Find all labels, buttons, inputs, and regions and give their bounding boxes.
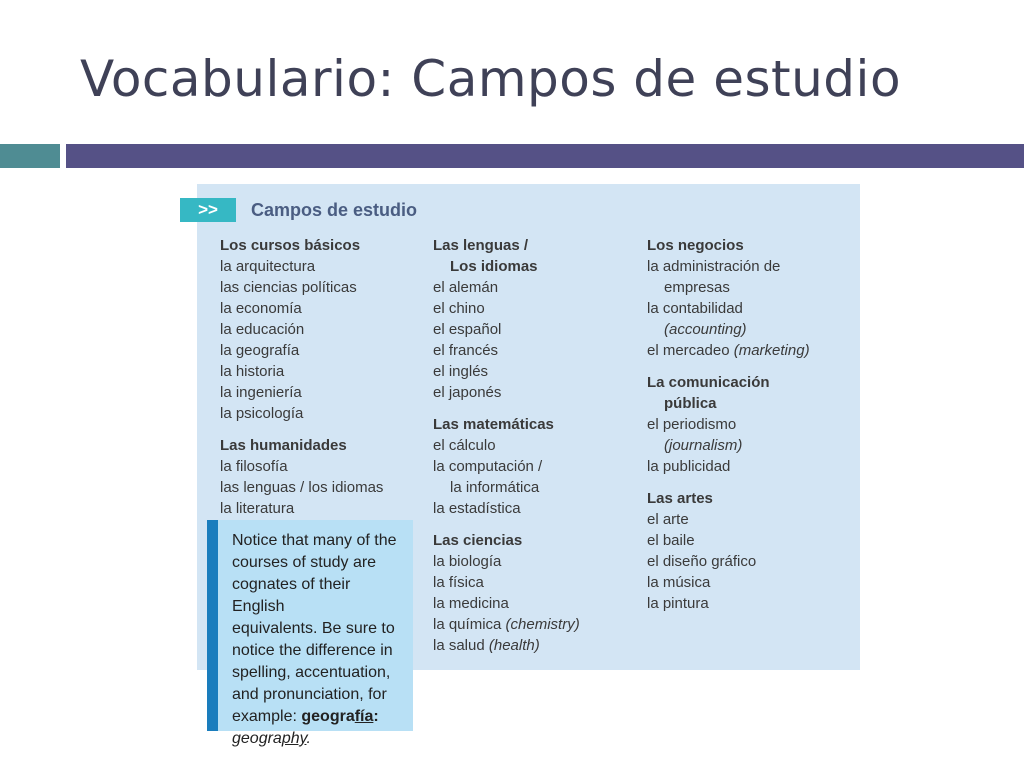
section-header-comunicacion: La comunicación [647, 374, 770, 391]
section-header-humanidades: Las humanidades [220, 437, 347, 454]
vocab-item: la economía [220, 300, 302, 317]
note-line: and pronunciation, for [232, 686, 387, 703]
vocab-item: la geografía [220, 342, 300, 359]
note-line: notice the difference in [232, 642, 393, 659]
section-header-publica: pública [664, 395, 717, 412]
vocab-item: el cálculo [433, 437, 496, 454]
vocab-term: la química [433, 616, 502, 633]
vocab-item: la publicidad [647, 458, 731, 475]
vocab-item [647, 319, 810, 340]
example-es-part: geogra [301, 708, 355, 725]
note-example-english [232, 728, 407, 750]
vocab-item: el japonés [433, 384, 502, 401]
vocab-item: las ciencias políticas [220, 279, 357, 296]
vocab-item: la contabilidad [647, 300, 743, 317]
vocab-item: el alemán [433, 279, 499, 296]
example-en-underlined: phy [281, 730, 307, 747]
vocab-term: el mercadeo [647, 342, 730, 359]
vocab-translation: (marketing) [733, 342, 810, 359]
vocab-item: la pintura [647, 595, 709, 612]
title-rule-purple [66, 144, 1024, 168]
vocab-item: el francés [433, 342, 499, 359]
note-line: spelling, accentuation, [232, 664, 391, 681]
note-example-line [232, 706, 407, 728]
vocab-item: la historia [220, 363, 285, 380]
example-en-period: . [306, 730, 311, 747]
vocab-item: la educación [220, 321, 305, 338]
vocab-item: la biología [433, 553, 502, 570]
vocab-item [433, 614, 580, 635]
vocab-item: el baile [647, 532, 695, 549]
vocab-item: la literatura [220, 500, 295, 517]
vocab-item [647, 340, 810, 361]
section-header-idiomas: Los idiomas [450, 258, 538, 275]
section-header-cursos: Los cursos básicos [220, 237, 361, 254]
vocab-translation: (chemistry) [505, 616, 580, 633]
section-header-artes: Las artes [647, 490, 713, 507]
note-line: cognates of their English [232, 576, 351, 615]
vocab-item: el español [433, 321, 502, 338]
vocab-term: la salud [433, 637, 485, 654]
vocab-column-1 [220, 235, 383, 519]
section-header-negocios: Los negocios [647, 237, 744, 254]
vocab-translation: (accounting) [664, 321, 747, 338]
section-header-ciencias: Las ciencias [433, 532, 523, 549]
section-header-matematicas: Las matemáticas [433, 416, 554, 433]
section-header-lenguas: Las lenguas / [433, 237, 529, 254]
vocab-item: el periodismo [647, 416, 737, 433]
vocab-column-2 [433, 235, 580, 656]
vocab-item: la filosofía [220, 458, 288, 475]
vocab-item [647, 435, 810, 456]
vocab-item: la computación / [433, 458, 543, 475]
vocab-item: la medicina [433, 595, 509, 612]
vocab-item: la ingeniería [220, 384, 302, 401]
vocab-item: la arquitectura [220, 258, 316, 275]
vocab-translation: (health) [488, 637, 540, 654]
note-line: equivalents. Be sure to [232, 620, 395, 637]
vocab-item: el chino [433, 300, 485, 317]
slide-title: Vocabulario: Campos de estudio [80, 50, 902, 108]
vocab-item [433, 635, 580, 656]
vocab-item: la música [647, 574, 711, 591]
note-line: Notice that many of the [232, 532, 397, 549]
title-rule-teal [0, 144, 60, 168]
vocab-item: las lenguas / los idiomas [220, 479, 384, 496]
vocab-translation: (journalism) [664, 437, 743, 454]
vocab-item: la psicología [220, 405, 304, 422]
vocab-item: la estadística [433, 500, 521, 517]
vocab-item: la administración de [647, 258, 781, 275]
example-es-underlined: fía [354, 708, 374, 725]
vocab-item: el diseño gráfico [647, 553, 757, 570]
double-arrow-icon: >> [180, 198, 236, 222]
cognates-note [207, 520, 413, 747]
vocab-item: empresas [664, 279, 730, 296]
note-example-prefix: example: [232, 708, 302, 725]
note-example-spanish [301, 708, 378, 725]
vocab-item: la física [433, 574, 484, 591]
note-line: courses of study are [232, 554, 377, 571]
example-es-colon: : [373, 708, 379, 725]
vocab-item: el arte [647, 511, 689, 528]
example-en-part: geogra [232, 730, 282, 747]
vocab-column-3 [647, 235, 810, 614]
vocab-item: la informática [450, 479, 540, 496]
vocab-item: el inglés [433, 363, 489, 380]
vocabulary-box-title: Campos de estudio [251, 200, 418, 220]
